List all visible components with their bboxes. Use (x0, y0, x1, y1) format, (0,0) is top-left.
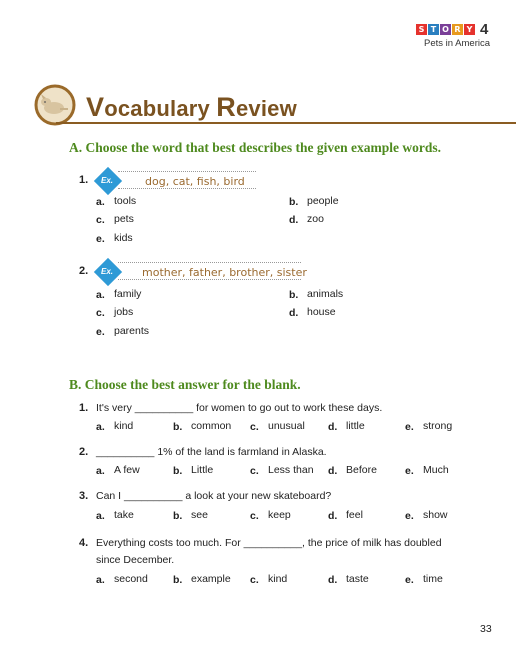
option-text[interactable]: kids (114, 232, 133, 244)
page-number: 33 (480, 623, 492, 635)
option-text[interactable]: common (191, 420, 232, 432)
question-number: 1. (79, 402, 89, 414)
section-b-heading: B. Choose the best answer for the blank. (69, 377, 301, 392)
option-text[interactable]: A few (114, 464, 140, 476)
option-text[interactable]: animals (307, 288, 344, 300)
example-words: mother, father, brother, sister (142, 266, 307, 279)
divider (118, 262, 301, 263)
option-text[interactable]: tools (114, 195, 137, 207)
divider (118, 171, 256, 172)
title-part: eview (235, 96, 297, 121)
option-text[interactable]: see (191, 509, 208, 521)
question-text: Can I __________ a look at your new skateboard? (96, 490, 332, 502)
title-part: ocabulary (104, 96, 217, 121)
divider (118, 188, 256, 189)
question-number: 1. (79, 174, 89, 186)
title-underline (56, 122, 516, 124)
divider (118, 279, 301, 280)
option-letter: d. (328, 421, 338, 433)
option-text[interactable]: zoo (307, 213, 324, 225)
option-letter: e. (405, 421, 414, 433)
option-letter: b. (173, 574, 183, 586)
example-words: dog, cat, fish, bird (145, 175, 245, 188)
option-text[interactable]: pets (114, 213, 134, 225)
question-text: __________ 1% of the land is farmland in Alaska. (96, 446, 327, 458)
option-text[interactable]: show (423, 509, 448, 521)
option-text[interactable]: keep (268, 509, 291, 521)
option-letter: e. (96, 233, 105, 245)
option-letter: c. (250, 421, 259, 433)
question-number: 2. (79, 446, 89, 458)
option-letter: d. (289, 214, 299, 226)
story-subtitle: Pets in America (424, 38, 490, 49)
option-text[interactable]: kind (114, 420, 134, 432)
story-number: 4 (480, 20, 489, 38)
option-text[interactable]: unusual (268, 420, 305, 432)
option-text[interactable]: house (307, 306, 336, 318)
option-text[interactable]: parents (114, 325, 150, 337)
option-text[interactable]: Little (191, 464, 214, 476)
option-letter: c. (250, 510, 259, 522)
option-letter: a. (96, 465, 105, 477)
dog-photo-icon (34, 84, 76, 126)
option-text[interactable]: take (114, 509, 134, 521)
question-number: 4. (79, 537, 89, 549)
example-label: Ex. (101, 267, 114, 276)
story-letter: T (428, 24, 439, 35)
option-letter: d. (328, 510, 338, 522)
option-text[interactable]: Less than (268, 464, 314, 476)
example-label: Ex. (101, 176, 114, 185)
story-letters (416, 24, 475, 35)
option-text[interactable]: jobs (114, 306, 134, 318)
option-letter: b. (289, 196, 299, 208)
page-title (86, 92, 297, 123)
option-text[interactable]: second (114, 573, 148, 585)
option-letter: b. (173, 421, 183, 433)
option-letter: b. (173, 510, 183, 522)
option-letter: d. (328, 574, 338, 586)
option-letter: a. (96, 196, 105, 208)
option-text[interactable]: little (346, 420, 365, 432)
option-text[interactable]: example (191, 573, 231, 585)
option-text[interactable]: Before (346, 464, 377, 476)
option-letter: a. (96, 421, 105, 433)
option-letter: e. (405, 465, 414, 477)
option-letter: a. (96, 510, 105, 522)
question-text: Everything costs too much. For __________, the price of milk has doubled (96, 537, 442, 549)
option-letter: b. (173, 465, 183, 477)
option-letter: c. (250, 574, 259, 586)
story-letter: R (452, 24, 463, 35)
question-number: 3. (79, 490, 89, 502)
option-letter: d. (289, 307, 299, 319)
option-text[interactable]: people (307, 195, 339, 207)
question-text: since December. (96, 554, 175, 566)
option-text[interactable]: kind (268, 573, 288, 585)
option-text[interactable]: feel (346, 509, 363, 521)
title-initial: V (86, 92, 105, 122)
option-text[interactable]: taste (346, 573, 369, 585)
option-letter: c. (250, 465, 259, 477)
option-letter: e. (405, 510, 414, 522)
option-text[interactable]: family (114, 288, 142, 300)
story-badge (416, 22, 488, 36)
option-text[interactable]: Much (423, 464, 449, 476)
question-number: 2. (79, 265, 89, 277)
option-letter: a. (96, 289, 105, 301)
option-letter: d. (328, 465, 338, 477)
section-a-heading: A. Choose the word that best describes the given example words. (69, 140, 441, 155)
title-initial: R (216, 92, 236, 122)
option-letter: e. (405, 574, 414, 586)
option-text[interactable]: time (423, 573, 443, 585)
story-letter: S (416, 24, 427, 35)
story-letter: O (440, 24, 451, 35)
option-text[interactable]: strong (423, 420, 453, 432)
option-letter: e. (96, 326, 105, 338)
option-letter: b. (289, 289, 299, 301)
question-text: It's very __________ for women to go out to work these days. (96, 402, 383, 414)
story-letter: Y (464, 24, 475, 35)
option-letter: a. (96, 574, 105, 586)
option-letter: c. (96, 214, 105, 226)
option-letter: c. (96, 307, 105, 319)
